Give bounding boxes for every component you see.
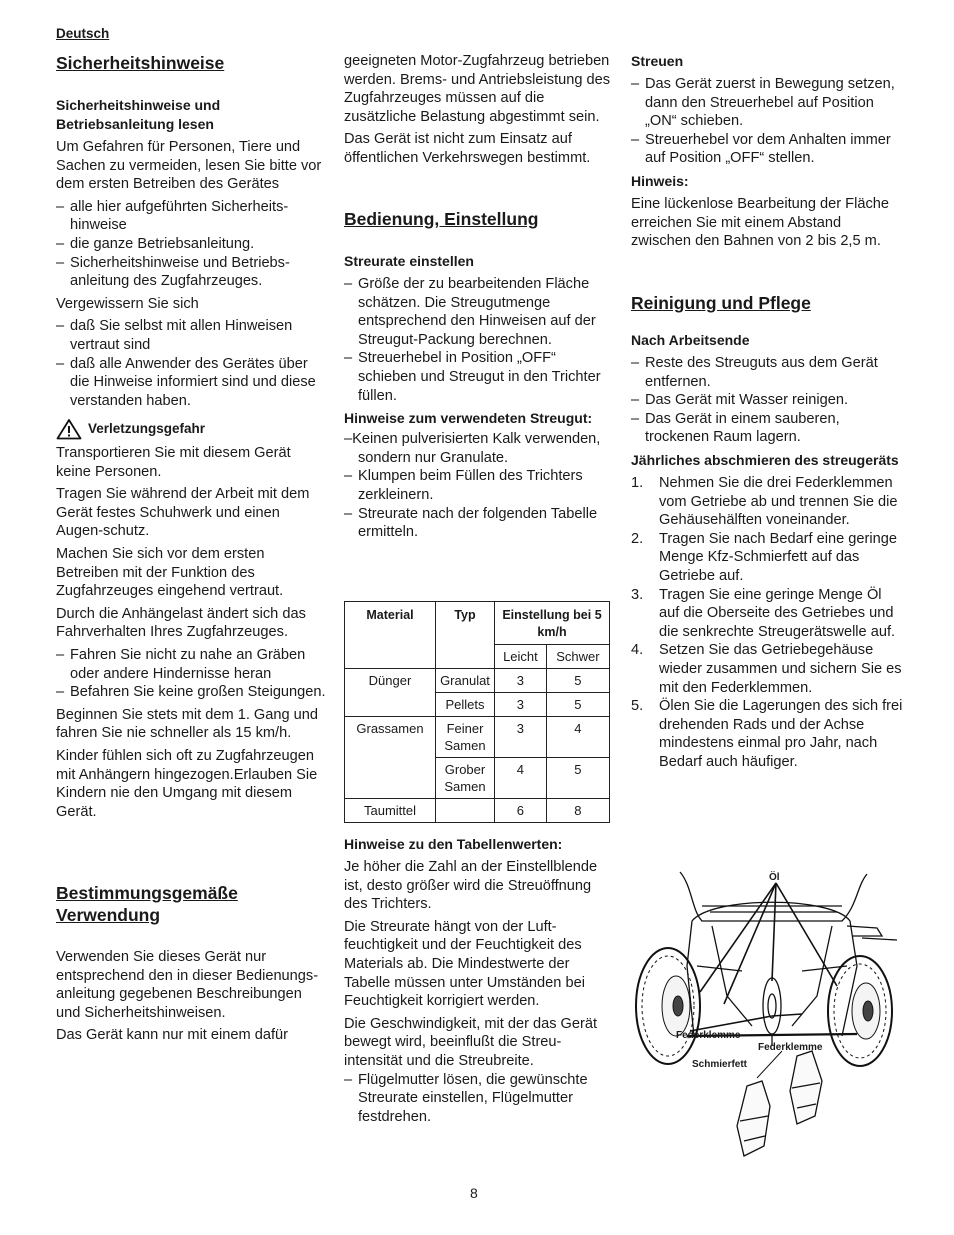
label-oil: Öl (769, 872, 780, 883)
table-cell-type: Feiner Samen (436, 717, 495, 758)
table-cell-light: 3 (495, 717, 547, 758)
left-wheel (636, 948, 700, 1064)
paragraph-vehicle-start: Das Gerät kann nur mit einem dafür (56, 1027, 288, 1044)
list-item: – Streuerhebel in Position „OFF“ schieben und Streugut in den Trichter füllen. (344, 349, 612, 405)
list-item: – Streuerhebel vor dem Anhalten immer auf Position „OFF“ stellen. (631, 131, 903, 168)
speed-list (344, 1071, 612, 1127)
warning-label: Verletzungsgefahr (88, 420, 206, 436)
warning-triangle-icon (56, 418, 82, 440)
list-item: – daß alle Anwender des Gerätes über die Hinweise informiert sind und diese verstanden haben. (56, 355, 328, 411)
list-item: – Befahren Sie keine großen Steigungen. (56, 683, 328, 702)
ensure-intro: Vergewissern Sie sich (56, 295, 199, 312)
subtitle-table-notes: Hinweise zu den Tabellenwerten: (344, 836, 563, 852)
list-item: – Das Gerät zuerst in Bewegung setzen, dann den Streuerhebel auf Position „ON“ schieben. (631, 75, 903, 131)
spreader-illustration (632, 866, 900, 1166)
paragraph-traffic: Das Gerät ist nicht zum Einsatz auf öffentlichen Verkehrswegen bestimmt. (344, 131, 591, 166)
paragraph-speed: Die Geschwindigkeit, mit der das Gerät bewegt wird, beeinflußt die Streu-intensität und die Streubreite. (344, 1015, 598, 1069)
subtitle-read-instructions: Sicherheitshinweise und Betriebsanleitung lesen (56, 97, 221, 132)
step-number: 5. (631, 698, 644, 715)
paragraph-gear: Beginnen Sie stets mit dem 1. Gang und fahren Sie nie schneller als 15 km/h. (56, 706, 319, 742)
table-cell-type: Grober Samen (436, 758, 495, 799)
subtitle-lubrication: Jährliches abschmieren des streugeräts (631, 451, 899, 468)
table-cell-heavy: 5 (546, 693, 609, 717)
step-text: Nehmen Sie die drei Federklemmen vom Getriebe ab und trennen Sie die Gehäusehälften voneinander. (659, 474, 898, 529)
ensure-list (56, 317, 328, 410)
read-list (56, 198, 328, 291)
table-cell-heavy: 8 (546, 799, 609, 823)
spread-rate-table (344, 601, 610, 823)
paragraph-higher: Je höher die Zahl an der Einstellblende ist, desto größer wird die Streuöffnung des Trichters. (344, 859, 598, 913)
title-line-1: Bestimmungsgemäße (56, 883, 238, 903)
list-item: – Klumpen beim Füllen des Trichters zerkleinern. (344, 467, 612, 504)
step-text: Ölen Sie die Lagerungen des sich frei drehenden Rads und der Achse mindestens einmal pro Jahr, nach Bedarf auch häufiger. (659, 698, 903, 770)
title-line-2: Verwendung (56, 905, 161, 925)
step-number: 3. (631, 586, 644, 603)
subtitle-after-work: Nach Arbeitsende (631, 332, 750, 348)
paragraph-hint: Eine lückenlose Bearbeitung der Fläche erreichen Sie mit einem Abstand zwischen den Bahnen von 2 bis 2,5 m. (631, 195, 889, 250)
table-cell-material: Dünger (345, 669, 436, 717)
table-header-type: Typ (436, 602, 495, 669)
section-title-cleaning: Reinigung und Pflege (631, 293, 811, 313)
table-header-heavy: Schwer (546, 645, 609, 669)
paragraph-use: Verwenden Sie dieses Gerät nur entsprechend den in dieser Bedienungs-anleitung gegebenen Beschreibungen und Sicherheitshinweisen. (56, 949, 319, 1021)
after-list (631, 354, 903, 447)
step-text: Tragen Sie eine geringe Menge Öl auf die Oberseite des Getriebes und die senkrechte Streugerätswelle auf. (659, 586, 896, 640)
subtitle-spread-rate: Streurate einstellen (344, 253, 474, 269)
table-cell-type: Pellets (436, 693, 495, 717)
list-item: – Reste des Streuguts aus dem Gerät entfernen. (631, 354, 903, 391)
paragraph-trailer: Durch die Anhängelast ändert sich das Fahrverhalten Ihres Zugfahrzeuges. (56, 605, 306, 641)
subtitle-material: Hinweise zum verwendeten Streugut: (344, 410, 593, 427)
section-title-operation: Bedienung, Einstellung (344, 209, 539, 229)
table-cell-material: Grassamen (345, 717, 436, 799)
list-item: – Sicherheitshinweise und Betriebs-anleitung des Zugfahrzeuges. (56, 254, 328, 291)
warning-heading (56, 418, 328, 440)
list-item (631, 474, 903, 530)
spread-list (631, 75, 903, 168)
paragraph-children: Kinder fühlen sich oft zu Zugfahrzeugen mit Anhängern hingezogen.Erlauben Sie Kindern nie den Umgang mit diesem Gerät. (56, 747, 318, 820)
intro-paragraph: Um Gefahren für Personen, Tiere und Sachen zu vermeiden, lesen Sie bitte vor dem ersten Betreiben des Gerätes (56, 139, 322, 193)
lubrication-steps (631, 474, 903, 772)
page-number: 8 (470, 1185, 478, 1201)
list-item: – alle hier aufgeführten Sicherheits-hinweise (56, 198, 328, 235)
paragraph-humidity: Die Streurate hängt von der Luft-feuchtigkeit und der Feuchtigkeit des Materials ab. Die Mindestwerte der Tabelle müssen unter Umständen bei Feuchtigkeit korrigiert werden. (344, 918, 585, 1010)
list-item: – die ganze Betriebsanleitung. (56, 235, 328, 254)
gearbox-half-right (790, 1051, 822, 1124)
table-cell-light: 3 (495, 669, 547, 693)
list-item: – Das Gerät mit Wasser reinigen. (631, 391, 903, 410)
table-cell-light: 3 (495, 693, 547, 717)
list-item (631, 586, 903, 642)
step-text: Tragen Sie nach Bedarf eine geringe Menge Kfz-Schmierfett auf das Getriebe auf. (659, 530, 897, 584)
list-item: – Das Gerät in einem sauberen, trockenen Raum lagern. (631, 410, 903, 447)
list-item (631, 641, 903, 697)
list-item (631, 530, 903, 586)
paragraph-familiar: Machen Sie sich vor dem ersten Betreiben mit der Funktion des Zugfahrzeuges eingehend vertraut. (56, 545, 284, 600)
table-cell-heavy: 4 (546, 717, 609, 758)
table-cell-light: 6 (495, 799, 547, 823)
section-title-safety: Sicherheitshinweise (56, 53, 225, 73)
subtitle-spreading: Streuen (631, 53, 684, 69)
list-item: – Größe der zu bearbeitenden Fläche schätzen. Die Streugutmenge entsprechend den Hinweisen auf der Streugut-Packung berechnen. (344, 275, 612, 349)
table-header-setting: Einstellung bei 5 km/h (495, 602, 610, 645)
table-cell-light: 4 (495, 758, 547, 799)
section-title-intended-use (56, 882, 328, 926)
table-cell-type: Granulat (436, 669, 495, 693)
table-cell-type (436, 799, 495, 823)
table-cell-heavy: 5 (546, 669, 609, 693)
step-number: 1. (631, 474, 644, 491)
list-item: – Fahren Sie nicht zu nahe an Gräben oder andere Hindernisse heran (56, 646, 328, 683)
table-header-light: Leicht (495, 645, 547, 669)
paragraph-shoes: Tragen Sie während der Arbeit mit dem Gerät festes Schuhwerk und einen Augen-schutz. (56, 486, 310, 540)
rate-list (344, 275, 612, 405)
paragraph-vehicle-cont: geeigneten Motor-Zugfahrzeug betrieben werden. Brems- und Antriebsleistung des Zugfahrzeuges müssen auf die zusätzliche Belastung abgestimmt sein. (344, 53, 611, 125)
material-list (344, 467, 612, 541)
step-text: Setzen Sie das Getriebegehäuse wieder zusammen und sichern Sie es mit den Federklemmen. (659, 642, 902, 696)
spreader-diagram (632, 866, 900, 1166)
table-cell-heavy: 5 (546, 758, 609, 799)
label-spring-clip-left: Federklemme (676, 1030, 741, 1041)
trailer-list (56, 646, 328, 702)
step-number: 4. (631, 642, 644, 659)
paragraph-transport: Transportieren Sie mit diesem Gerät keine Personen. (56, 445, 291, 480)
label-grease: Schmierfett (692, 1059, 748, 1070)
subtitle-hint: Hinweis: (631, 172, 689, 189)
list-item (631, 697, 903, 771)
table-header-material: Material (345, 602, 436, 669)
list-item: – daß Sie selbst mit allen Hinweisen vertraut sind (56, 317, 328, 354)
step-number: 2. (631, 530, 644, 547)
label-spring-clip-right: Federklemme (758, 1042, 823, 1053)
list-item: – Streurate nach der folgenden Tabelle ermitteln. (344, 505, 612, 542)
table-cell-material: Taumittel (345, 799, 436, 823)
language-label: Deutsch (56, 26, 110, 41)
right-wheel (828, 956, 892, 1066)
list-item: – Flügelmutter lösen, die gewünschte Streurate einstellen, Flügelmutter festdrehen. (344, 1071, 612, 1127)
material-first-item: –Keinen pulverisierten Kalk verwenden, sondern nur Granulate. (344, 431, 601, 466)
gearbox-half-left (737, 1081, 770, 1156)
